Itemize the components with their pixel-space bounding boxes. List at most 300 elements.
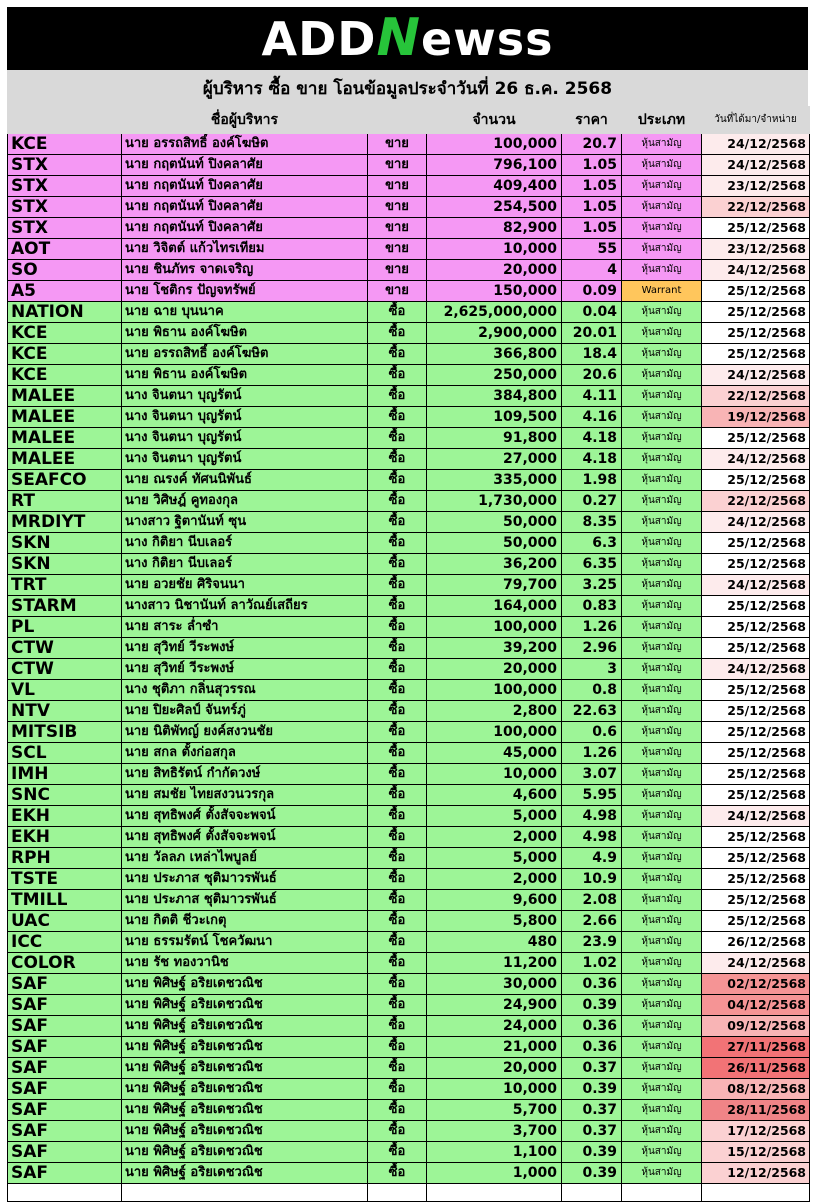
type-cell: หุ้นสามัญ [622,134,702,155]
amount-cell: 3,700 [427,1121,562,1142]
action-cell: ซื้อ [368,575,427,596]
price-cell: 0.37 [562,1058,622,1079]
price-cell: 0.39 [562,1079,622,1100]
date-cell: 09/12/2568 [702,1016,810,1037]
action-cell: ขาย [368,155,427,176]
table-row [8,617,810,638]
symbol-cell: CTW [8,659,122,680]
type-cell: หุ้นสามัญ [622,449,702,470]
type-cell: Warrant [622,281,702,302]
amount-cell: 27,000 [427,449,562,470]
amount-cell: 39,200 [427,638,562,659]
name-cell: นาย พิศิษฐ์ อริยเดชวณิช [122,1142,368,1163]
date-cell: 26/12/2568 [702,932,810,953]
table-row [8,428,810,449]
action-cell: ซื้อ [368,554,427,575]
date-cell: 25/12/2568 [702,617,810,638]
name-cell: นาย พิศิษฐ์ อริยเดชวณิช [122,1163,368,1184]
date-cell: 24/12/2568 [702,806,810,827]
price-cell: 4.9 [562,848,622,869]
price-cell: 0.39 [562,1163,622,1184]
table-row [8,344,810,365]
date-cell: 23/12/2568 [702,176,810,197]
name-cell: นาย ฉาย บุนนาค [122,302,368,323]
amount-cell: 20,000 [427,1058,562,1079]
date-cell: 25/12/2568 [702,533,810,554]
type-cell: หุ้นสามัญ [622,785,702,806]
table-row [8,491,810,512]
symbol-cell: SO [8,260,122,281]
type-cell: หุ้นสามัญ [622,911,702,932]
date-cell: 25/12/2568 [702,428,810,449]
symbol-cell: SAF [8,1163,122,1184]
date-cell: 02/12/2568 [702,974,810,995]
name-cell: นาย กฤตนันท์ ปิงคลาศัย [122,197,368,218]
symbol-cell: STX [8,155,122,176]
price-cell: 0.37 [562,1121,622,1142]
date-cell: 25/12/2568 [702,323,810,344]
name-cell: นางสาว ฐิตานันท์ ซุน [122,512,368,533]
action-cell: ซื้อ [368,722,427,743]
symbol-cell: KCE [8,323,122,344]
price-cell: 0.6 [562,722,622,743]
date-cell: 12/12/2568 [702,1163,810,1184]
type-cell: หุ้นสามัญ [622,470,702,491]
date-cell: 22/12/2568 [702,491,810,512]
header-type: ประเภท [622,107,702,134]
date-cell: 25/12/2568 [702,848,810,869]
type-cell: หุ้นสามัญ [622,743,702,764]
empty-cell [368,1184,427,1202]
type-cell: หุ้นสามัญ [622,155,702,176]
action-cell: ซื้อ [368,1079,427,1100]
name-cell: นาย กิตติ ชีวะเกตุ [122,911,368,932]
empty-row [8,1184,810,1202]
price-cell: 1.02 [562,953,622,974]
action-cell: ซื้อ [368,302,427,323]
name-cell: นาย สุวิทย์ วีระพงษ์ [122,638,368,659]
date-cell: 25/12/2568 [702,785,810,806]
table-row [8,533,810,554]
table-row [8,155,810,176]
name-cell: นาย สกล ตั้งก่อสกุล [122,743,368,764]
header-name: ชื่อผู้บริหาร [122,107,368,134]
type-cell: หุ้นสามัญ [622,1037,702,1058]
price-cell: 0.8 [562,680,622,701]
symbol-cell: PL [8,617,122,638]
type-cell: หุ้นสามัญ [622,197,702,218]
action-cell: ซื้อ [368,911,427,932]
symbol-cell: TRT [8,575,122,596]
empty-cell [562,1184,622,1202]
report-title: ผู้บริหาร ซื้อ ขาย โอนข้อมูลประจำวันที่ 26 ธ.ค. 2568 [7,70,808,110]
type-cell: หุ้นสามัญ [622,428,702,449]
name-cell: นาย ประภาส ชุติมาวรพันธ์ [122,890,368,911]
date-cell: 25/12/2568 [702,680,810,701]
symbol-cell: KCE [8,134,122,155]
table-row [8,995,810,1016]
amount-cell: 1,730,000 [427,491,562,512]
symbol-cell: KCE [8,365,122,386]
type-cell: หุ้นสามัญ [622,302,702,323]
action-cell: ซื้อ [368,890,427,911]
action-cell: ซื้อ [368,491,427,512]
name-cell: นาง จินตนา บุญรัตน์ [122,428,368,449]
price-cell: 0.36 [562,1037,622,1058]
price-cell: 1.05 [562,176,622,197]
type-cell: หุ้นสามัญ [622,680,702,701]
header-price: ราคา [562,107,622,134]
amount-cell: 9,600 [427,890,562,911]
date-cell: 24/12/2568 [702,260,810,281]
price-cell: 0.36 [562,974,622,995]
type-cell: หุ้นสามัญ [622,1121,702,1142]
date-cell: 19/12/2568 [702,407,810,428]
table-row [8,638,810,659]
symbol-cell: SAF [8,974,122,995]
price-cell: 1.26 [562,743,622,764]
name-cell: นาง จินตนา บุญรัตน์ [122,386,368,407]
price-cell: 20.7 [562,134,622,155]
type-cell: หุ้นสามัญ [622,1058,702,1079]
action-cell: ซื้อ [368,470,427,491]
date-cell: 25/12/2568 [702,638,810,659]
action-cell: ซื้อ [368,827,427,848]
action-cell: ซื้อ [368,365,427,386]
table-row [8,1058,810,1079]
empty-cell [427,1184,562,1202]
symbol-cell: NTV [8,701,122,722]
date-cell: 25/12/2568 [702,869,810,890]
price-cell: 23.9 [562,932,622,953]
type-cell: หุ้นสามัญ [622,890,702,911]
price-cell: 6.35 [562,554,622,575]
symbol-cell: SAF [8,1079,122,1100]
name-cell: นาย ธรรมรัตน์ โชควัฒนา [122,932,368,953]
symbol-cell: MALEE [8,407,122,428]
table-row [8,323,810,344]
action-cell: ซื้อ [368,638,427,659]
empty-cell [702,1184,810,1202]
amount-cell: 2,000 [427,869,562,890]
table-row [8,1142,810,1163]
empty-cell [122,1184,368,1202]
name-cell: นาย พิศิษฐ์ อริยเดชวณิช [122,995,368,1016]
brand-logo [7,7,808,70]
header-action [368,107,427,134]
table-row [8,1079,810,1100]
price-cell: 3.07 [562,764,622,785]
empty-cell [8,1184,122,1202]
amount-cell: 100,000 [427,134,562,155]
action-cell: ซื้อ [368,1142,427,1163]
symbol-cell: MRDIYT [8,512,122,533]
date-cell: 22/12/2568 [702,197,810,218]
table-row [8,680,810,701]
price-cell: 4.98 [562,827,622,848]
action-cell: ซื้อ [368,449,427,470]
symbol-cell: COLOR [8,953,122,974]
name-cell: นาย สิทธิรัตน์ กำกัดวงษ์ [122,764,368,785]
amount-cell: 254,500 [427,197,562,218]
amount-cell: 4,600 [427,785,562,806]
logo-text-right: ewss [421,12,554,66]
symbol-cell: SAF [8,995,122,1016]
amount-cell: 5,800 [427,911,562,932]
symbol-cell: TMILL [8,890,122,911]
type-cell: หุ้นสามัญ [622,869,702,890]
date-cell: 25/12/2568 [702,764,810,785]
table-row [8,470,810,491]
table-row [8,134,810,155]
table-row [8,512,810,533]
amount-cell: 45,000 [427,743,562,764]
name-cell: นาย พิศิษฐ์ อริยเดชวณิช [122,974,368,995]
name-cell: นางสาว นิชานันท์ ลาวัณย์เสถียร [122,596,368,617]
table-row [8,911,810,932]
action-cell: ซื้อ [368,785,427,806]
type-cell: หุ้นสามัญ [622,260,702,281]
type-cell: หุ้นสามัญ [622,638,702,659]
table-header [8,107,810,134]
symbol-cell: AOT [8,239,122,260]
table-row [8,974,810,995]
type-cell: หุ้นสามัญ [622,491,702,512]
table-row [8,575,810,596]
action-cell: ซื้อ [368,659,427,680]
price-cell: 0.04 [562,302,622,323]
price-cell: 8.35 [562,512,622,533]
action-cell: ซื้อ [368,1163,427,1184]
amount-cell: 480 [427,932,562,953]
amount-cell: 11,200 [427,953,562,974]
symbol-cell: STX [8,197,122,218]
name-cell: นาย สมชัย ไทยสงวนวรกุล [122,785,368,806]
symbol-cell: VL [8,680,122,701]
name-cell: นาย สุวิทย์ วีระพงษ์ [122,659,368,680]
name-cell: นาย รัช ทองวานิช [122,953,368,974]
table-row [8,1163,810,1184]
name-cell: นาย ประภาส ชุติมาวรพันธ์ [122,869,368,890]
amount-cell: 796,100 [427,155,562,176]
type-cell: หุ้นสามัญ [622,953,702,974]
amount-cell: 1,000 [427,1163,562,1184]
action-cell: ซื้อ [368,764,427,785]
table-row [8,953,810,974]
type-cell: หุ้นสามัญ [622,344,702,365]
name-cell: นาย ณรงค์ ทัศนนิพันธ์ [122,470,368,491]
price-cell: 4.16 [562,407,622,428]
price-cell: 0.37 [562,1100,622,1121]
price-cell: 1.26 [562,617,622,638]
action-cell: ซื้อ [368,848,427,869]
price-cell: 5.95 [562,785,622,806]
date-cell: 24/12/2568 [702,575,810,596]
insider-trades-table [7,106,810,1202]
name-cell: นาย กฤตนันท์ ปิงคลาศัย [122,176,368,197]
type-cell: หุ้นสามัญ [622,512,702,533]
table-row [8,1100,810,1121]
date-cell: 15/12/2568 [702,1142,810,1163]
logo-text-n: N [376,8,422,68]
name-cell: นาง กิติยา นีบเลอร์ [122,533,368,554]
table-row [8,407,810,428]
type-cell: หุ้นสามัญ [622,1100,702,1121]
header-symbol [8,107,122,134]
price-cell: 2.96 [562,638,622,659]
name-cell: นาย สุทธิพงศ์ ตั้งสัจจะพจน์ [122,806,368,827]
amount-cell: 5,700 [427,1100,562,1121]
amount-cell: 79,700 [427,575,562,596]
date-cell: 24/12/2568 [702,512,810,533]
date-cell: 24/12/2568 [702,659,810,680]
price-cell: 1.05 [562,155,622,176]
amount-cell: 24,900 [427,995,562,1016]
table-row [8,260,810,281]
type-cell: หุ้นสามัญ [622,575,702,596]
date-cell: 24/12/2568 [702,953,810,974]
amount-cell: 366,800 [427,344,562,365]
name-cell: นาง กิติยา นีบเลอร์ [122,554,368,575]
date-cell: 25/12/2568 [702,722,810,743]
date-cell: 25/12/2568 [702,890,810,911]
action-cell: ซื้อ [368,743,427,764]
price-cell: 1.05 [562,218,622,239]
action-cell: ซื้อ [368,596,427,617]
name-cell: นาย พิศิษฐ์ อริยเดชวณิช [122,1121,368,1142]
name-cell: นาย พิศิษฐ์ อริยเดชวณิช [122,1037,368,1058]
amount-cell: 2,000 [427,827,562,848]
name-cell: นาย นิติพัทญ์ ยงค์สงวนชัย [122,722,368,743]
symbol-cell: ICC [8,932,122,953]
amount-cell: 2,625,000,000 [427,302,562,323]
header-amount: จำนวน [427,107,562,134]
table-row [8,869,810,890]
symbol-cell: SAF [8,1058,122,1079]
action-cell: ซื้อ [368,512,427,533]
name-cell: นาง ชุติภา กลิ่นสุวรรณ [122,680,368,701]
table-row [8,932,810,953]
date-cell: 22/12/2568 [702,386,810,407]
type-cell: หุ้นสามัญ [622,995,702,1016]
type-cell: หุ้นสามัญ [622,365,702,386]
price-cell: 1.98 [562,470,622,491]
amount-cell: 409,400 [427,176,562,197]
name-cell: นาย สุทธิพงศ์ ตั้งสัจจะพจน์ [122,827,368,848]
table-row [8,1016,810,1037]
type-cell: หุ้นสามัญ [622,239,702,260]
date-cell: 04/12/2568 [702,995,810,1016]
symbol-cell: SNC [8,785,122,806]
date-cell: 25/12/2568 [702,743,810,764]
price-cell: 0.27 [562,491,622,512]
action-cell: ขาย [368,281,427,302]
type-cell: หุ้นสามัญ [622,407,702,428]
price-cell: 4 [562,260,622,281]
symbol-cell: MALEE [8,386,122,407]
table-row [8,806,810,827]
symbol-cell: TSTE [8,869,122,890]
date-cell: 25/12/2568 [702,911,810,932]
table-row [8,218,810,239]
table-row [8,659,810,680]
symbol-cell: SAF [8,1016,122,1037]
symbol-cell: UAC [8,911,122,932]
date-cell: 28/11/2568 [702,1100,810,1121]
action-cell: ขาย [368,260,427,281]
type-cell: หุ้นสามัญ [622,596,702,617]
table-row [8,785,810,806]
price-cell: 3 [562,659,622,680]
date-cell: 25/12/2568 [702,281,810,302]
type-cell: หุ้นสามัญ [622,806,702,827]
type-cell: หุ้นสามัญ [622,218,702,239]
name-cell: นาย พิศิษฐ์ อริยเดชวณิช [122,1058,368,1079]
action-cell: ซื้อ [368,932,427,953]
symbol-cell: CTW [8,638,122,659]
name-cell: นาย วัลลภ เหล่าไพบูลย์ [122,848,368,869]
action-cell: ซื้อ [368,407,427,428]
action-cell: ซื้อ [368,1037,427,1058]
date-cell: 08/12/2568 [702,1079,810,1100]
amount-cell: 109,500 [427,407,562,428]
action-cell: ซื้อ [368,1058,427,1079]
symbol-cell: SKN [8,533,122,554]
amount-cell: 2,800 [427,701,562,722]
price-cell: 6.3 [562,533,622,554]
table-row [8,701,810,722]
action-cell: ซื้อ [368,995,427,1016]
action-cell: ซื้อ [368,953,427,974]
amount-cell: 1,100 [427,1142,562,1163]
price-cell: 3.25 [562,575,622,596]
action-cell: ซื้อ [368,386,427,407]
amount-cell: 10,000 [427,239,562,260]
name-cell: นาย วิศิษฎ์ คูทองกุล [122,491,368,512]
table-row [8,449,810,470]
amount-cell: 100,000 [427,617,562,638]
symbol-cell: SAF [8,1037,122,1058]
amount-cell: 20,000 [427,659,562,680]
price-cell: 20.01 [562,323,622,344]
name-cell: นาย พิธาน องค์โฆษิต [122,323,368,344]
amount-cell: 384,800 [427,386,562,407]
action-cell: ซื้อ [368,680,427,701]
amount-cell: 36,200 [427,554,562,575]
symbol-cell: MALEE [8,449,122,470]
action-cell: ขาย [368,176,427,197]
table-row [8,1037,810,1058]
symbol-cell: STX [8,218,122,239]
action-cell: ขาย [368,197,427,218]
amount-cell: 335,000 [427,470,562,491]
brand-banner [7,7,808,70]
action-cell: ซื้อ [368,974,427,995]
table-row [8,554,810,575]
symbol-cell: EKH [8,806,122,827]
amount-cell: 150,000 [427,281,562,302]
name-cell: นาย พิศิษฐ์ อริยเดชวณิช [122,1100,368,1121]
symbol-cell: SAF [8,1100,122,1121]
name-cell: นาย พิศิษฐ์ อริยเดชวณิช [122,1079,368,1100]
symbol-cell: NATION [8,302,122,323]
name-cell: นาย โชติกร ปัญจทรัพย์ [122,281,368,302]
action-cell: ขาย [368,239,427,260]
symbol-cell: SAF [8,1121,122,1142]
price-cell: 22.63 [562,701,622,722]
action-cell: ขาย [368,134,427,155]
amount-cell: 91,800 [427,428,562,449]
